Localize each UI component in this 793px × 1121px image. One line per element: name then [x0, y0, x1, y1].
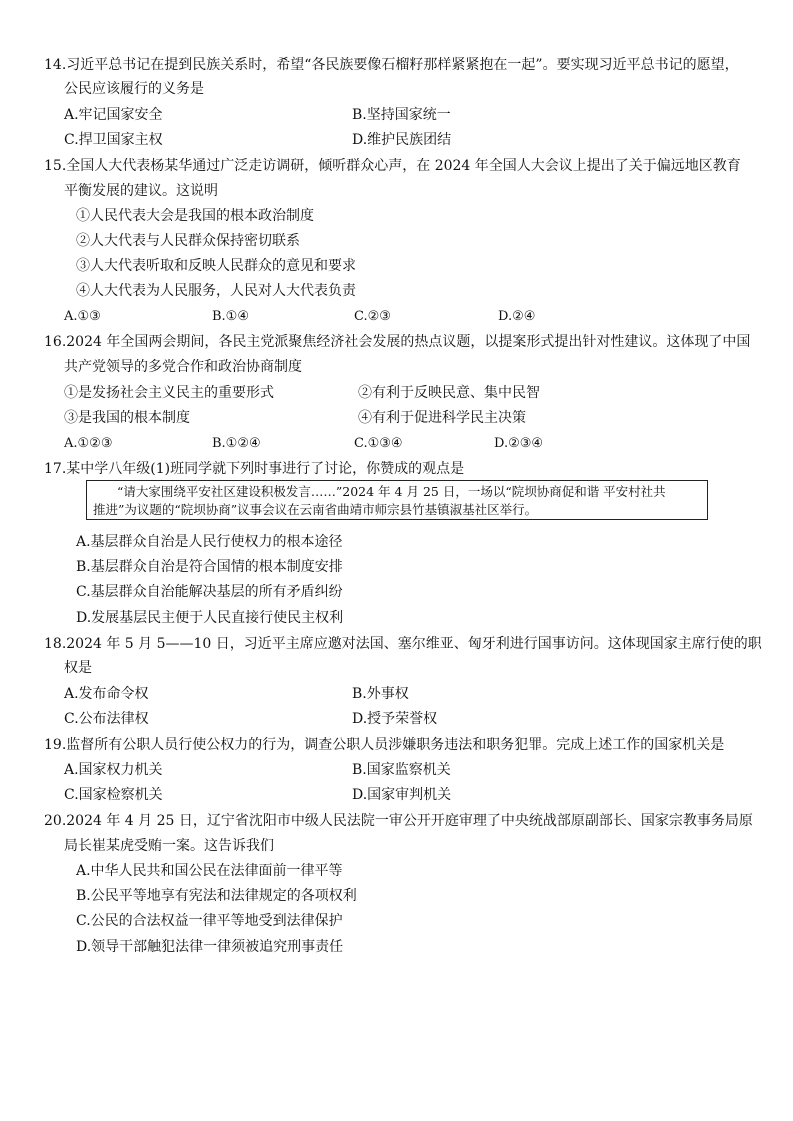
question-14-option-c: C.捍卫国家主权	[64, 132, 163, 148]
question-19-option-b: B.国家监察机关	[352, 762, 451, 778]
question-17-option-b: B.基层群众自治是符合国情的根本制度安排	[76, 559, 343, 575]
question-15-option-b: B.①④	[212, 309, 249, 324]
question-14-option-b: B.坚持国家统一	[352, 107, 451, 123]
question-15-option-c: C.②③	[354, 309, 391, 324]
question-16-option-b: B.①②④	[212, 436, 261, 451]
question-20-option-a: A.中华人民共和国公民在法律面前一律平等	[76, 863, 343, 879]
question-15-stem-line-2: 平衡发展的建议。这说明	[64, 183, 218, 199]
question-18-option-a: A.发布命令权	[64, 686, 149, 702]
question-17-option-a: A.基层群众自治是人民行使权力的根本途径	[76, 534, 343, 550]
question-16-stem-line-2: 共产党领导的多党合作和政治协商制度	[64, 359, 302, 375]
question-20-option-c: C.公民的合法权益一律平等地受到法律保护	[76, 913, 343, 929]
question-16-statement-1: ①是发扬社会主义民主的重要形式	[64, 385, 274, 401]
question-15-stem-line-1: 15.全国人大代表杨某华通过广泛走访调研，倾听群众心声，在 2024 年全国人大会议上提出了关于偏远地区教育	[44, 158, 741, 174]
question-16-option-a: A.①②③	[64, 436, 113, 451]
question-16-statement-4: ④有利于促进科学民主决策	[358, 410, 526, 426]
question-15-statement-1: ①人民代表大会是我国的根本政治制度	[76, 208, 314, 224]
question-19-option-a: A.国家权力机关	[64, 762, 163, 778]
question-16-stem-line-1: 16.2024 年全国两会期间，各民主党派聚焦经济社会发展的热点议题，以提案形式提出针对性建议。这体现了中国	[44, 334, 751, 350]
question-15-statement-3: ③人大代表听取和反映人民群众的意见和要求	[76, 258, 356, 274]
question-18-stem-line-2: 权是	[64, 660, 92, 676]
question-20-option-b: B.公民平等地享有宪法和法律规定的各项权利	[76, 888, 357, 904]
question-16-option-d: D.②③④	[494, 436, 544, 451]
question-17-material-box	[86, 480, 708, 520]
question-19-option-c: C.国家检察机关	[64, 787, 163, 803]
question-18-option-b: B.外事权	[352, 686, 409, 702]
question-20-stem-line-1: 20.2024 年 4 月 25 日，辽宁省沈阳市中级人民法院一审公开开庭审理了中央统战部原副部长、国家宗教事务局原	[44, 813, 753, 829]
question-19-stem: 19.监督所有公职人员行使公权力的行为，调查公职人员涉嫌职务违法和职务犯罪。完成上述工作的国家机关是	[44, 737, 725, 753]
question-17-option-d: D.发展基层民主便于人民直接行使民主权利	[76, 610, 344, 626]
question-18-option-c: C.公布法律权	[64, 711, 149, 727]
question-15-option-a: A.①③	[64, 309, 101, 324]
question-20-option-d: D.领导干部触犯法律一律须被追究刑事责任	[76, 939, 344, 955]
question-17-material-line-2: 推进”为议题的“院坝协商”议事会议在云南省曲靖市师宗县竹基镇淑基社区举行。	[93, 502, 538, 517]
question-18-option-d: D.授予荣誉权	[352, 711, 438, 727]
question-15-statement-2: ②人大代表与人民群众保持密切联系	[76, 233, 300, 249]
question-16-option-c: C.①③④	[354, 436, 403, 451]
question-14-stem-line-2: 公民应该履行的义务是	[64, 81, 204, 97]
question-20-stem-line-2: 局长崔某虎受贿一案。这告诉我们	[64, 838, 274, 854]
question-19-option-d: D.国家审判机关	[352, 787, 452, 803]
question-15-option-d: D.②④	[498, 309, 536, 324]
question-14-option-d: D.维护民族团结	[352, 132, 452, 148]
question-16-statement-2: ②有利于反映民意、集中民智	[358, 385, 540, 401]
question-18-stem-line-1: 18.2024 年 5 月 5——10 日，习近平主席应邀对法国、塞尔维亚、匈牙利进行国事访问。这体现国家主席行使的职	[44, 636, 762, 652]
question-15-statement-4: ④人大代表为人民服务，人民对人大代表负责	[76, 283, 356, 299]
question-14-option-a: A.牢记国家安全	[64, 107, 163, 123]
question-17-stem: 17.某中学八年级(1)班同学就下列时事进行了讨论，你赞成的观点是	[44, 461, 465, 477]
question-17-option-c: C.基层群众自治能解决基层的所有矛盾纠纷	[76, 584, 343, 600]
question-14-stem-line-1: 14.习近平总书记在提到民族关系时，希望“各民族要像石榴籽那样紧紧抱在一起”。要实现习近平总书记的愿望，	[44, 57, 739, 73]
question-17-material-line-1: “请大家围绕平安社区建设积极发言……”2024 年 4 月 25 日，一场以“院坝协商促和谐 平安村社共	[117, 484, 666, 499]
question-16-statement-3: ③是我国的根本制度	[64, 410, 190, 426]
